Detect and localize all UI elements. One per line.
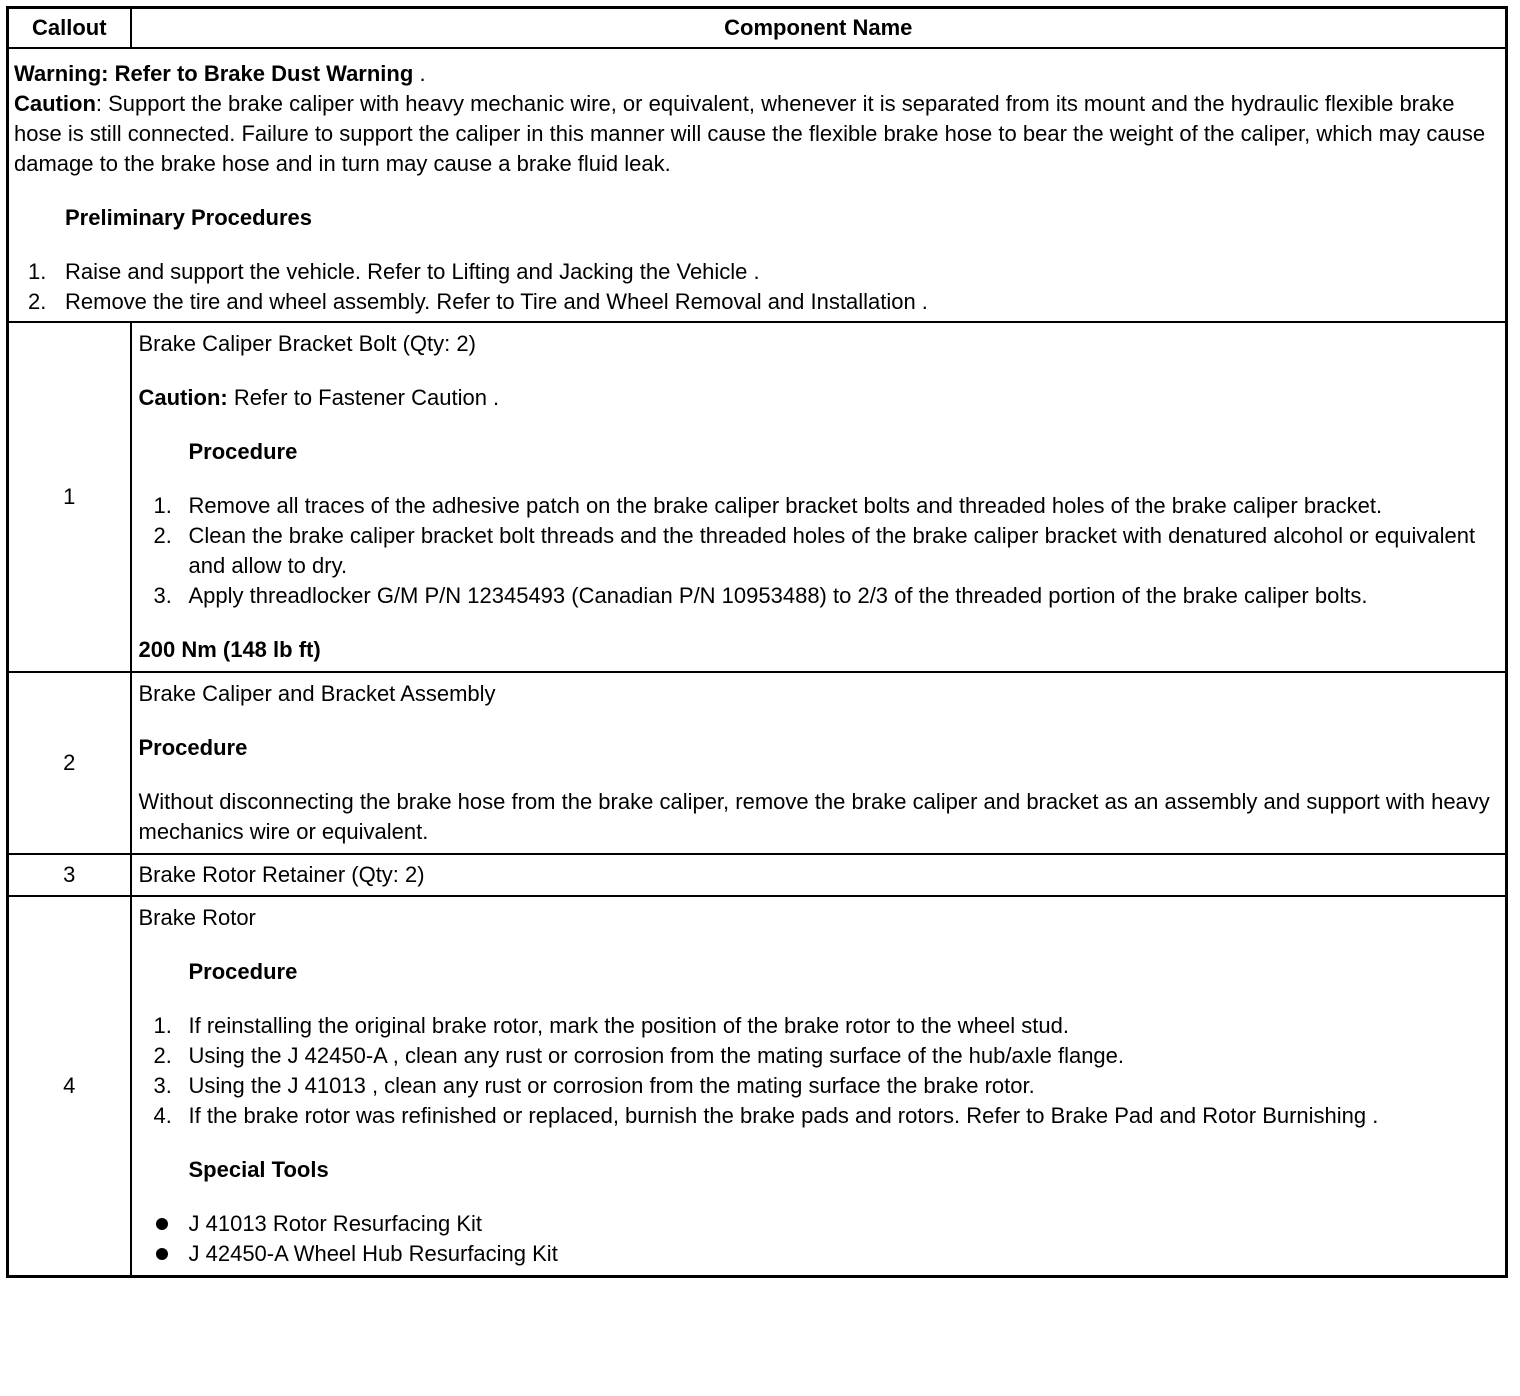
step-number: 1.	[153, 493, 172, 518]
step-text: If reinstalling the original brake rotor, mark the position of the brake rotor to the wheel stud.	[188, 1013, 1069, 1038]
step-text: Clean the brake caliper bracket bolt threads and the threaded holes of the brake caliper bracket with denatured alcohol or equivalent and allow to dry.	[188, 523, 1476, 578]
caution-paragraph	[139, 383, 1500, 413]
step-text[interactable]: Raise and support the vehicle. Refer to Lifting and Jacking the Vehicle .	[65, 259, 760, 284]
procedure-title: Procedure	[188, 439, 298, 464]
step-text[interactable]: Remove the tire and wheel assembly. Refer to Tire and Wheel Removal and Installation .	[65, 289, 928, 314]
caution-label: Caution:	[138, 385, 228, 410]
list-item	[139, 1239, 1500, 1269]
header-callout: Callout	[8, 8, 131, 49]
step-text: Remove all traces of the adhesive patch on the brake caliper bracket bolts and threaded holes of the brake caliper bracket.	[188, 493, 1383, 518]
list-item	[14, 257, 1499, 287]
table-row	[8, 854, 1507, 896]
table-row	[8, 322, 1507, 672]
procedure-steps	[139, 491, 1500, 611]
procedure-title: Procedure	[138, 735, 248, 760]
step-number: 2.	[153, 1043, 172, 1068]
list-item	[139, 1209, 1500, 1239]
component-table	[6, 6, 1508, 1278]
special-tools-title: Special Tools	[188, 1157, 329, 1182]
warning-line	[14, 59, 1499, 89]
bullet-icon	[156, 1218, 168, 1230]
caution-label: Caution	[14, 91, 96, 116]
component-cell	[131, 672, 1507, 854]
torque-spec: 200 Nm (148 lb ft)	[138, 637, 321, 662]
preliminary-steps	[14, 257, 1499, 317]
step-number: 1.	[153, 1013, 172, 1038]
caution-text: : Support the brake caliper with heavy mechanic wire, or equivalent, whenever it is separated from its mount and the hydraulic flexible brake hose is still connected. Failure to support the caliper in this manner will cause the flexible brake hose to bear the weight of the caliper, which may cause damage to the brake hose and in turn may cause a brake fluid leak.	[14, 91, 1486, 176]
step-number: 3.	[153, 1073, 172, 1098]
component-cell	[131, 854, 1507, 896]
callout-number: 2	[8, 672, 131, 854]
procedure-title: Procedure	[188, 959, 298, 984]
tool-name: J 42450-A Wheel Hub Resurfacing Kit	[188, 1241, 558, 1266]
fastener-caution-link[interactable]: Refer to Fastener Caution .	[227, 385, 500, 410]
list-item	[139, 491, 1500, 521]
preliminary-procedures-title: Preliminary Procedures	[65, 205, 313, 230]
intro-cell	[8, 48, 1507, 322]
callout-number: 3	[8, 854, 131, 896]
brake-dust-warning-link[interactable]: Refer to Brake Dust Warning	[114, 61, 414, 86]
step-number: 4.	[153, 1103, 172, 1128]
step-text[interactable]: If the brake rotor was refinished or replaced, burnish the brake pads and rotors. Refer to Brake Pad and Rotor Burnishing .	[188, 1103, 1379, 1128]
warning-label: Warning:	[14, 61, 109, 86]
callout-number: 1	[8, 322, 131, 672]
list-item	[139, 581, 1500, 611]
intro-row	[8, 48, 1507, 322]
list-item	[139, 1041, 1500, 1071]
step-text: Apply threadlocker G/M P/N 12345493 (Canadian P/N 10953488) to 2/3 of the threaded portion of the brake caliper bolts.	[188, 583, 1368, 608]
step-text[interactable]: Using the J 42450-A , clean any rust or corrosion from the mating surface of the hub/axle flange.	[188, 1043, 1125, 1068]
step-number: 2.	[153, 523, 172, 548]
component-name: Brake Rotor Retainer (Qty: 2)	[138, 862, 425, 887]
table-row	[8, 672, 1507, 854]
bullet-icon	[156, 1248, 168, 1260]
component-name: Brake Caliper Bracket Bolt (Qty: 2)	[138, 331, 476, 356]
step-number: 1.	[28, 259, 47, 284]
component-cell	[131, 322, 1507, 672]
list-item	[139, 521, 1500, 581]
special-tools-list	[139, 1209, 1500, 1269]
header-component-name: Component Name	[131, 8, 1507, 49]
component-cell	[131, 896, 1507, 1277]
list-item	[14, 287, 1499, 317]
table-header-row	[8, 8, 1507, 49]
step-number: 3.	[153, 583, 172, 608]
procedure-steps	[139, 1011, 1500, 1131]
table-row	[8, 896, 1507, 1277]
step-text[interactable]: Using the J 41013 , clean any rust or corrosion from the mating surface the brake rotor.	[188, 1073, 1035, 1098]
tool-name: J 41013 Rotor Resurfacing Kit	[188, 1211, 482, 1236]
caution-paragraph	[14, 89, 1499, 179]
component-name: Brake Caliper and Bracket Assembly	[138, 681, 496, 706]
list-item	[139, 1101, 1500, 1131]
list-item	[139, 1011, 1500, 1041]
list-item	[139, 1071, 1500, 1101]
step-number: 2.	[28, 289, 47, 314]
component-name: Brake Rotor	[138, 905, 256, 930]
warning-end: .	[419, 61, 426, 86]
callout-number: 4	[8, 896, 131, 1277]
procedure-text: Without disconnecting the brake hose from the brake caliper, remove the brake caliper and bracket as an assembly and support with heavy mechanics wire or equivalent.	[138, 789, 1490, 844]
